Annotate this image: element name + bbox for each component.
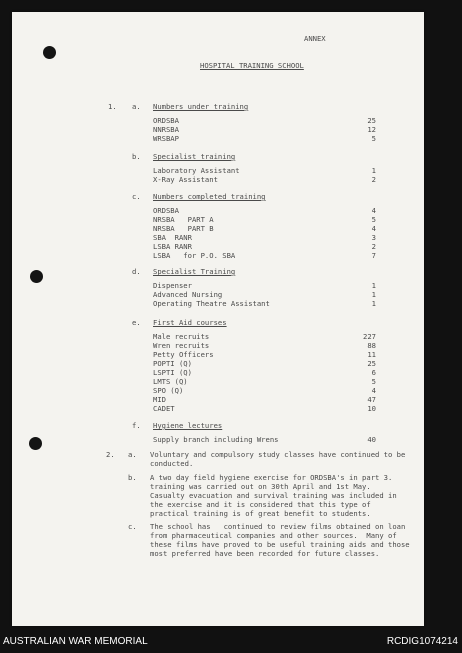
row-label: SBA RANR [153,233,192,242]
section-number: 1. [108,102,117,111]
row-label: Advanced Nursing [153,290,223,299]
item-heading: Specialist Training [153,267,236,276]
row-value: 2 [371,242,376,251]
item-letter: c. [128,522,137,531]
row-label: Supply branch including Wrens [153,435,279,444]
row-value: 12 [367,125,376,134]
row-value: 227 [363,332,376,341]
row-label: POPTI (Q) [153,359,192,368]
row-label: CADET [153,404,175,413]
paragraph-line: most preferred have been recorded for future classes. [150,549,380,558]
row-value: 6 [371,368,376,377]
item-letter: b. [128,473,137,482]
punch-hole-bottom [29,437,42,450]
row-label: Laboratory Assistant [153,166,240,175]
section-number: 2. [106,450,115,459]
item-heading: Hygiene lectures [153,421,223,430]
archive-name: AUSTRALIAN WAR MEMORIAL [3,636,148,647]
row-label: LSBA RANR [153,242,192,251]
row-label: LMTS (Q) [153,377,188,386]
item-letter: b. [132,152,141,161]
paragraph-line: Casualty evacuation and survival training was included in [150,491,397,500]
item-letter: c. [132,192,141,201]
item-letter: d. [132,267,141,276]
row-label: SPO (Q) [153,386,184,395]
item-letter: e. [132,318,141,327]
row-value: 1 [371,299,376,308]
row-label: LSBA for P.O. SBA [153,251,236,260]
row-value: 40 [367,435,376,444]
row-label: ORDSBA [153,206,179,215]
punch-hole-middle [30,270,43,283]
row-value: 25 [367,359,376,368]
item-heading: Numbers under training [153,102,249,111]
row-value: 4 [371,386,376,395]
paragraph-line: Voluntary and compulsory study classes have continued to be [150,450,406,459]
row-value: 1 [371,166,376,175]
row-value: 10 [367,404,376,413]
archive-reference: RCDIG1074214 [386,636,458,647]
item-letter: a. [128,450,137,459]
paragraph-line: training was carried out on 30th April and 1st May. [150,482,371,491]
punch-hole-top [43,46,56,59]
paragraph-line: practical training is of great benefit to students. [150,509,371,518]
row-label: LSPTI (Q) [153,368,192,377]
document-title: HOSPITAL TRAINING SCHOOL [200,61,304,70]
row-value: 3 [371,233,376,242]
row-value: 5 [371,377,376,386]
archive-footer [0,630,462,653]
row-value: 1 [371,290,376,299]
item-letter: a. [132,102,141,111]
item-letter: f. [132,421,141,430]
row-value: 2 [371,175,376,184]
row-value: 47 [367,395,376,404]
row-label: X-Ray Assistant [153,175,218,184]
row-label: NRSBA PART A [153,215,214,224]
paragraph-line: A two day field hygiene exercise for ORDSBA's in part 3. [150,473,393,482]
row-label: Dispenser [153,281,192,290]
item-heading: First Aid courses [153,318,227,327]
paragraph-line: from pharmaceutical companies and other sources. Many of [150,531,397,540]
row-value: 1 [371,281,376,290]
row-value: 5 [371,215,376,224]
row-value: 88 [367,341,376,350]
paragraph-line: conducted. [150,459,194,468]
row-label: NRSBA PART B [153,224,214,233]
row-label: ORDSBA [153,116,179,125]
row-value: 7 [371,251,376,260]
row-value: 5 [371,134,376,143]
paragraph-line: these films have proved to be useful training aids and those [150,540,410,549]
row-label: Operating Theatre Assistant [153,299,270,308]
row-value: 4 [371,206,376,215]
row-label: Petty Officers [153,350,214,359]
document-page [12,12,424,626]
row-label: Wren recruits [153,341,210,350]
annex-label: ANNEX [304,34,326,43]
row-label: MID [153,395,166,404]
item-heading: Specialist training [153,152,236,161]
row-label: WRSBAP [153,134,179,143]
row-value: 25 [367,116,376,125]
paragraph-line: the exercise and it is considered that this type of [150,500,371,509]
row-value: 4 [371,224,376,233]
row-value: 11 [367,350,376,359]
row-label: Male recruits [153,332,210,341]
item-heading: Numbers completed training [153,192,266,201]
row-label: NNRSBA [153,125,179,134]
paragraph-line: The school has continued to review films obtained on loan [150,522,406,531]
